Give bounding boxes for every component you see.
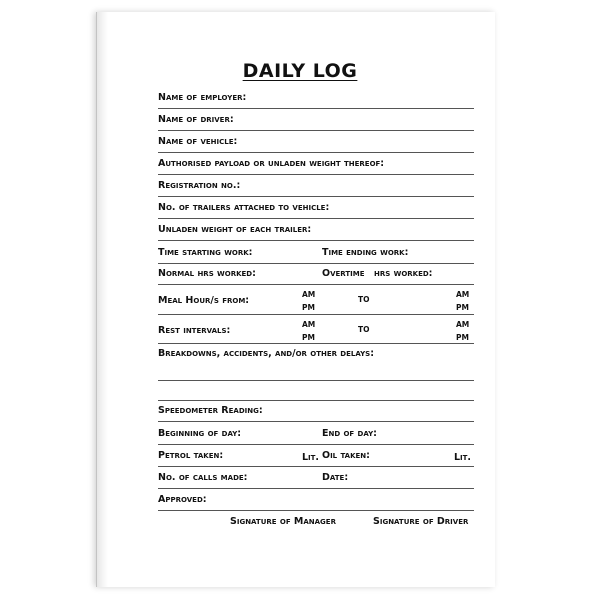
calls-line[interactable]: [158, 488, 474, 489]
meal-pm-end: PM: [456, 303, 469, 312]
rest-to: TO: [358, 325, 370, 334]
speedometer-label: Speedometer Reading:: [158, 405, 263, 416]
calls-label: No. of calls made:: [158, 472, 248, 483]
unladen-line[interactable]: [158, 240, 474, 241]
normal-hrs-label: Normal hrs worked:: [158, 268, 256, 279]
meal-to: TO: [358, 295, 370, 304]
oil-unit: Lit.: [454, 452, 472, 463]
hours-line[interactable]: [158, 284, 474, 285]
employer-line[interactable]: [158, 108, 474, 109]
log-page: [96, 12, 495, 587]
meal-label: Meal Hour/s from:: [158, 295, 250, 306]
rest-label: Rest intervals:: [158, 325, 231, 336]
trailers-line[interactable]: [158, 218, 474, 219]
signature-driver-label: Signature of Driver: [373, 516, 469, 527]
overtime-label: Overtime: [322, 268, 365, 279]
petrol-label: Petrol taken:: [158, 450, 224, 461]
approved-label: Approved:: [158, 494, 207, 505]
payload-line[interactable]: [158, 174, 474, 175]
trailers-label: No. of trailers attached to vehicle:: [158, 202, 330, 213]
driver-label: Name of driver:: [158, 114, 234, 125]
meal-am-start: AM: [302, 290, 316, 299]
beginning-label: Beginning of day:: [158, 428, 242, 439]
rest-pm-end: PM: [456, 333, 469, 342]
rest-line[interactable]: [158, 343, 474, 344]
meal-line[interactable]: [158, 314, 474, 315]
end-day-label: End of day:: [322, 428, 377, 439]
time-line[interactable]: [158, 263, 474, 264]
driver-line[interactable]: [158, 130, 474, 131]
signature-manager-label: Signature of Manager: [230, 516, 336, 527]
vehicle-label: Name of vehicle:: [158, 136, 238, 147]
page-title: DAILY LOG: [242, 60, 358, 82]
breakdowns-label: Breakdowns, accidents, and/or other delays:: [158, 348, 375, 359]
rest-pm-start: PM: [302, 333, 315, 342]
time-end-label: Time ending work:: [322, 247, 409, 258]
vehicle-line[interactable]: [158, 152, 474, 153]
rest-am-start: AM: [302, 320, 316, 329]
time-start-label: Time starting work:: [158, 247, 253, 258]
breakdowns-line-1[interactable]: [158, 380, 474, 381]
meal-pm-start: PM: [302, 303, 315, 312]
unladen-label: Unladen weight of each trailer:: [158, 224, 312, 235]
employer-label: Name of employer:: [158, 92, 247, 103]
breakdowns-line-2[interactable]: [158, 400, 474, 401]
approved-line[interactable]: [158, 510, 474, 511]
oil-label: Oil taken:: [322, 450, 370, 461]
meal-am-end: AM: [456, 290, 470, 299]
date-label: Date:: [322, 472, 349, 483]
registration-label: Registration no.:: [158, 180, 241, 191]
registration-line[interactable]: [158, 196, 474, 197]
page-edge-shadow: [96, 12, 108, 587]
speedometer-line[interactable]: [158, 421, 474, 422]
rest-am-end: AM: [456, 320, 470, 329]
payload-label: Authorised payload or unladen weight thereof:: [158, 158, 385, 169]
petrol-unit: Lit.: [302, 452, 320, 463]
day-line[interactable]: [158, 444, 474, 445]
fuel-line[interactable]: [158, 466, 474, 467]
overtime-hrs-label: hrs worked:: [374, 268, 433, 279]
